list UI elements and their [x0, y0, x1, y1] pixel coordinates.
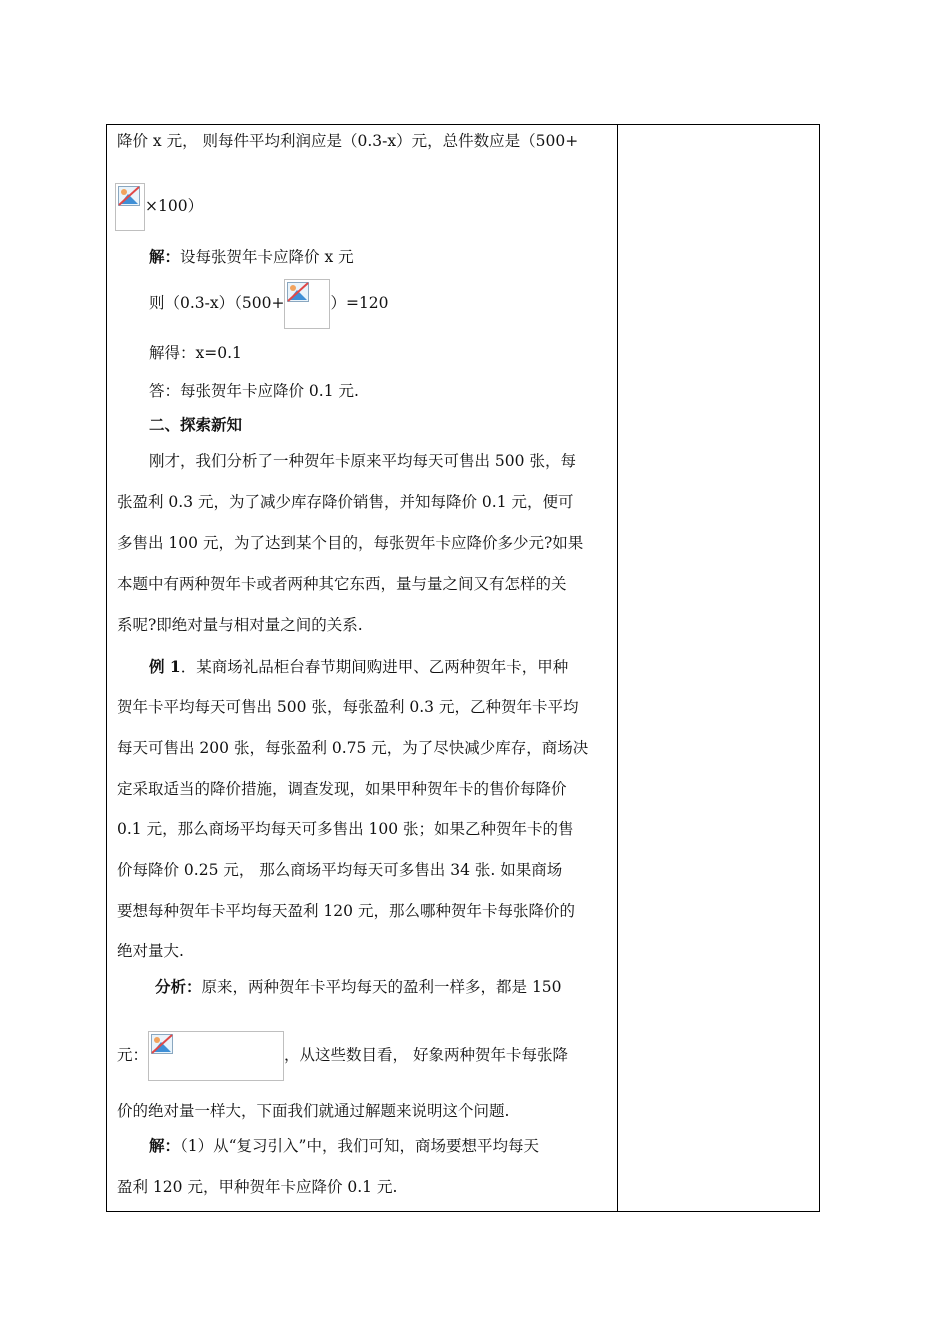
text-line: 解：（1）从“复习引入”中，我们可知，商场要想平均每天	[149, 1136, 539, 1155]
lesson-table	[106, 124, 820, 1212]
column-divider	[617, 125, 618, 1211]
section-heading: 二、探索新知	[149, 415, 243, 434]
text-line: 答：每张贺年卡应降价 0.1 元.	[149, 382, 359, 400]
text-line: 例 1．某商场礼品柜台春节期间购进甲、乙两种贺年卡，甲种	[149, 657, 569, 676]
text-line: 要想每种贺年卡平均每天盈利 120 元，那么哪种贺年卡每张降价的	[117, 902, 575, 920]
text-line: 定采取适当的降价措施，调查发现，如果甲种贺年卡的售价每降价	[117, 780, 567, 798]
text-line-with-image: 则（0.3-x）（500+ ）=120	[149, 279, 389, 329]
text-line-with-image: 元： ，从这些数目看， 好象两种贺年卡每张降	[117, 1031, 568, 1081]
text-line: 解：设每张贺年卡应降价 x 元	[149, 247, 354, 266]
text-line: 系呢?即绝对量与相对量之间的关系.	[117, 616, 363, 634]
text-line: 解得：x=0.1	[149, 344, 242, 362]
text-line: 每天可售出 200 张，每张盈利 0.75 元，为了尽快减少库存，商场决	[117, 739, 589, 757]
text-line: 贺年卡平均每天可售出 500 张，每张盈利 0.3 元，乙种贺年卡平均	[117, 698, 579, 716]
text-line: 绝对量大.	[117, 942, 184, 960]
text-line: 降价 x 元， 则每件平均利润应是（0.3-x）元，总件数应是（500+	[117, 132, 579, 150]
text-line: 本题中有两种贺年卡或者两种其它东西，量与量之间又有怎样的关	[117, 575, 567, 593]
text-line: 分析：原来，两种贺年卡平均每天的盈利一样多，都是 150	[155, 977, 562, 996]
broken-image-icon	[284, 279, 330, 329]
broken-image-icon	[148, 1031, 284, 1081]
text-line: 刚才，我们分析了一种贺年卡原来平均每天可售出 500 张，每	[149, 452, 576, 470]
text-line: 多售出 100 元，为了达到某个目的，每张贺年卡应降价多少元?如果	[117, 534, 584, 552]
text-line: 价每降价 0.25 元， 那么商场平均每天可多售出 34 张. 如果商场	[117, 861, 563, 879]
text-line: 盈利 120 元，甲种贺年卡应降价 0.1 元.	[117, 1178, 398, 1196]
text-line: 张盈利 0.3 元，为了减少库存降价销售，并知每降价 0.1 元，便可	[117, 493, 574, 511]
text-line-with-image: ×100）	[115, 183, 203, 231]
text-line: 0.1 元，那么商场平均每天可多售出 100 张；如果乙种贺年卡的售	[117, 820, 574, 838]
text-line: 价的绝对量一样大，下面我们就通过解题来说明这个问题.	[117, 1102, 510, 1120]
broken-image-icon	[115, 183, 145, 231]
